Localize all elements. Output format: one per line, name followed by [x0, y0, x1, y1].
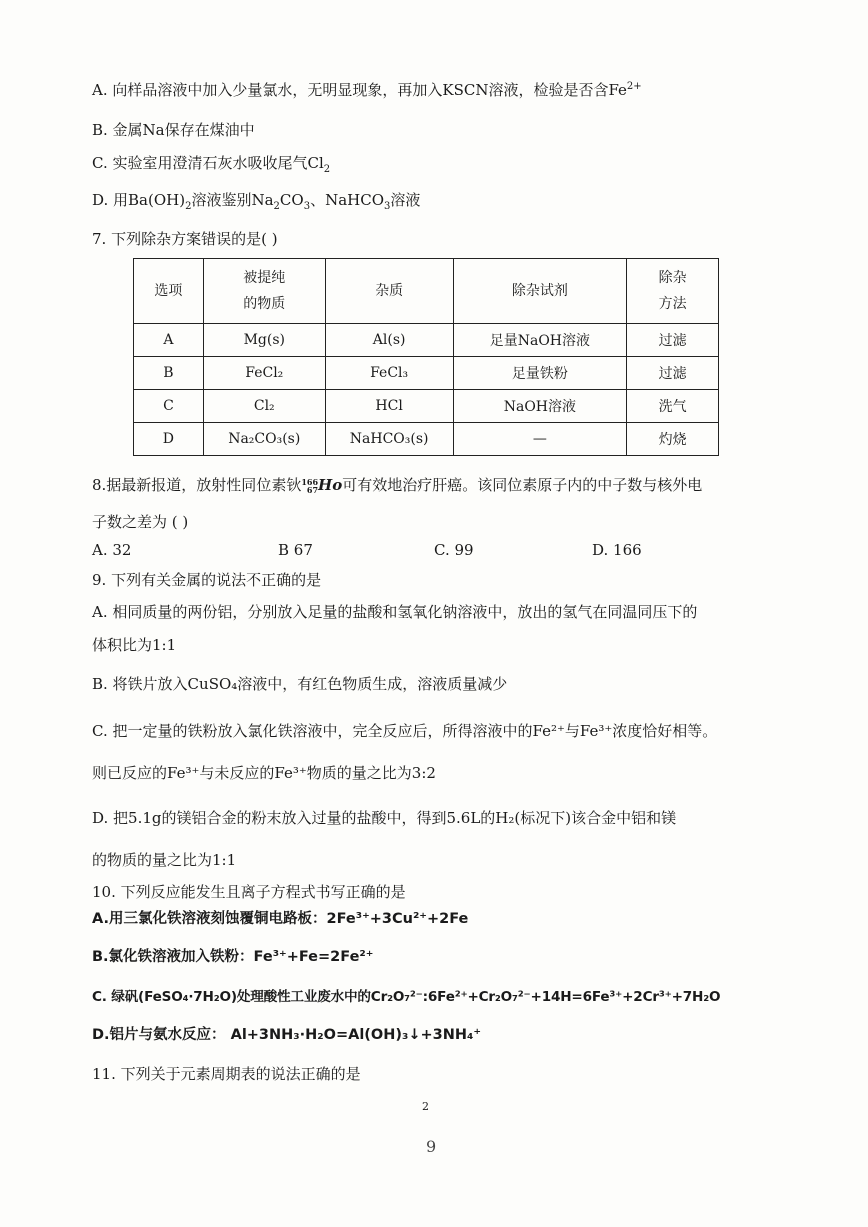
- q6-option-c-text: C. 实验室用澄清石灰水吸收尾气Cl: [92, 154, 324, 172]
- q9-option-c-line2: 则已反应的Fe³⁺与未反应的Fe³⁺物质的量之比为3:2: [92, 764, 436, 782]
- q10-option-d: D.铝片与氨水反应： Al+3NH₃·H₂O=Al(OH)₃↓+3NH₄⁺: [92, 1027, 482, 1043]
- table-row: [134, 357, 719, 390]
- q9-stem: 9. 下列有关金属的说法不正确的是: [92, 571, 322, 589]
- table-cell: 洗气: [627, 390, 719, 423]
- page-number: 2: [422, 1100, 429, 1113]
- table-cell: —: [453, 423, 627, 456]
- table-row: [134, 390, 719, 423]
- table-header-row: [134, 259, 719, 324]
- table-cell: NaOH溶液: [453, 390, 627, 423]
- q9-option-b: B. 将铁片放入CuSO₄溶液中，有红色物质生成，溶液质量减少: [92, 675, 508, 693]
- q7-table: [133, 258, 719, 456]
- q10-option-a: A.用三氯化铁溶液刻蚀覆铜电路板：2Fe³⁺+3Cu²⁺+2Fe: [92, 911, 469, 927]
- q6-d-sub4: 3: [384, 201, 391, 212]
- q6-option-c: [92, 153, 808, 173]
- table-cell: Cl₂: [203, 390, 325, 423]
- table-cell: Mg(s): [203, 324, 325, 357]
- q11-stem: 11. 下列关于元素周期表的说法正确的是: [92, 1065, 361, 1083]
- q6-option-c-sub: 2: [323, 164, 331, 175]
- table-cell: 灼烧: [627, 423, 719, 456]
- q8-stem-part2: 可有效地治疗肝癌。该同位素原子内的中子数与核外电: [342, 476, 703, 494]
- q6-option-b: B. 金属Na保存在煤油中: [92, 121, 255, 139]
- table-cell: Na₂CO₃(s): [203, 423, 325, 456]
- header-option: [134, 259, 204, 324]
- table-cell: A: [134, 324, 204, 357]
- table-cell: 足量NaOH溶液: [453, 324, 627, 357]
- q8-stem-part1: 8.据最新报道，放射性同位素钬: [92, 476, 302, 494]
- q9-option-c-line1: C. 把一定量的铁粉放入氯化铁溶液中，完全反应后，所得溶液中的Fe²⁺与Fe³⁺浓度恰好相等。: [92, 722, 718, 740]
- q9-option-a-line2: 体积比为1:1: [92, 636, 177, 654]
- q6-option-a-sup: 2+: [626, 81, 642, 92]
- isotope-symbol: Ho: [318, 476, 343, 494]
- q8-stem-line1: [92, 475, 808, 495]
- q9-option-a-line1: A. 相同质量的两份铝，分别放入足量的盐酸和氢氧化钠溶液中，放出的氢气在同温同压下的: [92, 603, 698, 621]
- header-method-l1: 除杂: [658, 270, 687, 286]
- header-substance: [203, 259, 325, 324]
- header-substance-l2: 的物质: [243, 296, 286, 312]
- q8-option-b: B 67: [278, 541, 313, 559]
- isotope-mass-number: 166: [301, 477, 319, 487]
- header-impurity: [325, 259, 453, 324]
- table-cell: D: [134, 423, 204, 456]
- table-row: [134, 423, 719, 456]
- q6-d-part2: 溶液鉴别Na: [191, 191, 274, 209]
- table-cell: Al(s): [325, 324, 453, 357]
- table-cell: HCl: [325, 390, 453, 423]
- q6-d-part1: D. 用Ba(OH): [92, 191, 186, 209]
- header-impurity-l1: 杂质: [375, 283, 404, 299]
- q6-d-part3: CO: [279, 191, 304, 209]
- table-cell: 足量铁粉: [453, 357, 627, 390]
- header-reagent-l1: 除杂试剂: [511, 283, 568, 299]
- q7-stem: 7. 下列除杂方案错误的是( ): [92, 230, 278, 248]
- q6-option-a: [92, 80, 808, 100]
- q8-option-a: A. 32: [92, 541, 132, 559]
- q8-option-d: D. 166: [592, 541, 642, 559]
- table-cell: 过滤: [627, 324, 719, 357]
- q6-d-sub3: 3: [303, 201, 311, 212]
- q8-stem-line2: 子数之差为 ( ): [92, 513, 189, 531]
- handwritten-mark: 9: [426, 1137, 437, 1156]
- header-method: [627, 259, 719, 324]
- header-method-l2: 方法: [658, 296, 687, 312]
- table-cell: NaHCO₃(s): [325, 423, 453, 456]
- isotope-notation: [301, 478, 318, 494]
- q10-stem: 10. 下列反应能发生且离子方程式书写正确的是: [92, 883, 406, 901]
- q6-option-a-text: A. 向样品溶液中加入少量氯水，无明显现象，再加入KSCN溶液，检验是否含Fe: [92, 81, 627, 99]
- table-cell: C: [134, 390, 204, 423]
- q8-option-c: C. 99: [434, 541, 474, 559]
- table-cell: B: [134, 357, 204, 390]
- table-cell: 过滤: [627, 357, 719, 390]
- header-substance-l1: 被提纯: [243, 270, 286, 286]
- q10-option-b: B.氯化铁溶液加入铁粉：Fe³⁺+Fe=2Fe²⁺: [92, 949, 374, 965]
- q6-d-sub1: 2: [185, 201, 192, 212]
- table-cell: FeCl₂: [203, 357, 325, 390]
- q6-d-part5: 溶液: [390, 191, 421, 209]
- q6-d-sub2: 2: [273, 201, 280, 212]
- q9-option-d-line2: 的物质的量之比为1:1: [92, 851, 237, 869]
- header-reagent: [453, 259, 627, 324]
- table-row: [134, 324, 719, 357]
- isotope-atomic-number: 67: [306, 485, 319, 495]
- q6-option-d: [92, 190, 808, 210]
- q10-option-c: C. 绿矾(FeSO₄·7H₂O)处理酸性工业废水中的Cr₂O₇²⁻:6Fe²⁺+Cr₂O₇²⁻+14H=6Fe³⁺+2Cr³⁺+7H₂O: [92, 989, 721, 1005]
- q9-option-d-line1: D. 把5.1g的镁铝合金的粉末放入过量的盐酸中，得到5.6L的H₂(标况下)该合金中铝和镁: [92, 809, 677, 827]
- table-cell: FeCl₃: [325, 357, 453, 390]
- q6-d-part4: 、NaHCO: [310, 191, 384, 209]
- header-option-l1: 选项: [154, 283, 183, 299]
